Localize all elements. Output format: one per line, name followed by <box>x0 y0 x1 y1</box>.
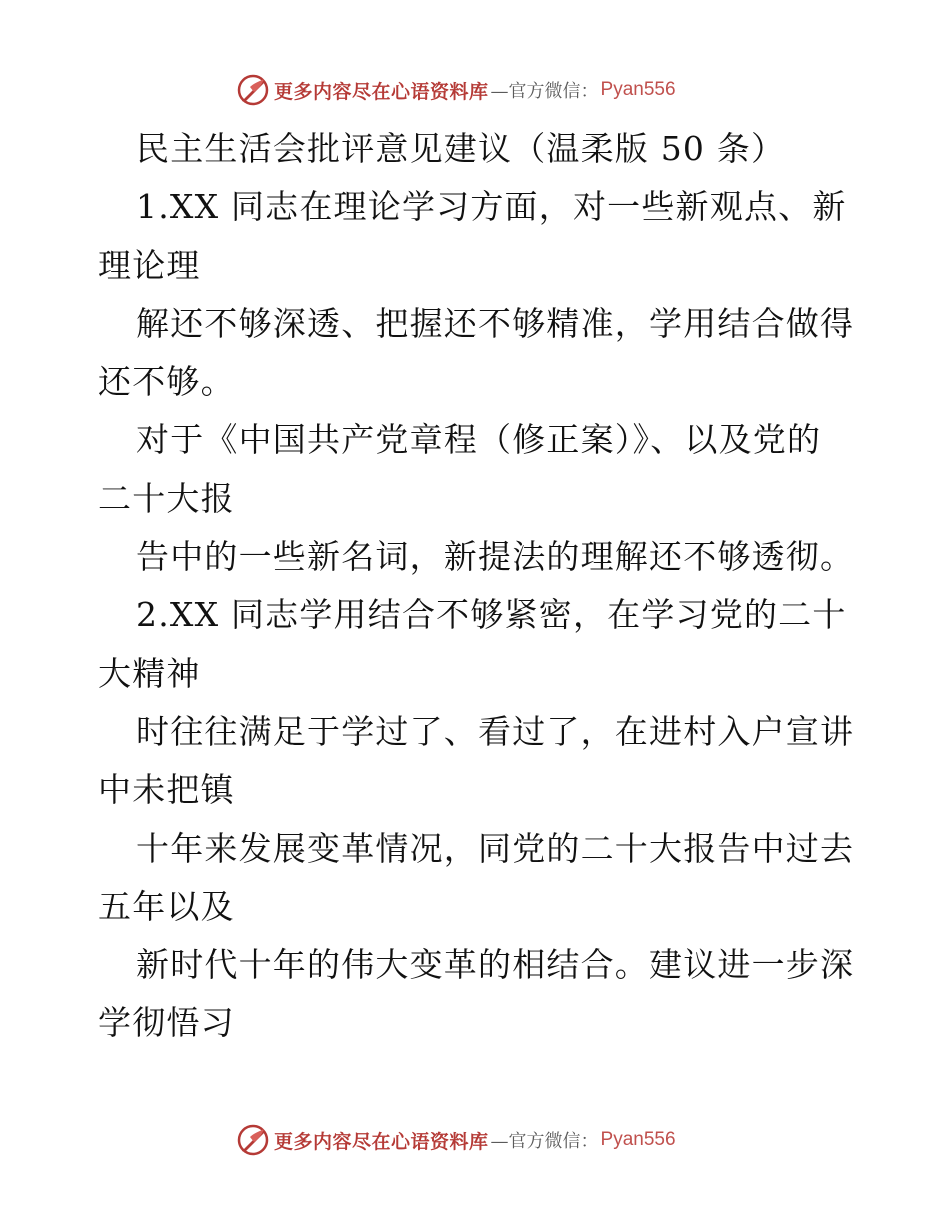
quill-pen-seal-icon <box>236 73 270 107</box>
text-line: 1.XX 同志在理论学习方面，对一些新观点、新 <box>136 187 847 227</box>
text-line: 解还不够深透、把握还不够精准，学用结合做得 <box>136 303 855 343</box>
text-line: 对于《中国共产党章程（修正案）》、以及党的 <box>136 420 822 460</box>
footer-watermark <box>236 1123 676 1157</box>
quill-pen-seal-icon <box>236 1123 270 1157</box>
watermark-separator-text: —官方微信： <box>490 1131 599 1152</box>
text-line: 大精神 <box>98 653 201 693</box>
text-line: 五年以及 <box>98 886 235 926</box>
header-watermark <box>236 73 676 107</box>
text-line: 新时代十年的伟大变革的相结合。建议进一步深 <box>136 945 855 985</box>
document-title: 民主生活会批评意见建议（温柔版 50 条） <box>136 129 786 168</box>
text-line: 十年来发展变革情况，同党的二十大报告中过去 <box>136 828 855 868</box>
text-line: 学彻悟习 <box>98 1003 235 1043</box>
watermark-wechat-id: Pyan556 <box>600 1129 676 1150</box>
text-line: 2.XX 同志学用结合不够紧密，在学习党的二十 <box>136 595 847 635</box>
text-line: 中未把镇 <box>98 770 235 810</box>
text-line: 二十大报 <box>98 478 235 518</box>
watermark-wechat-id: Pyan556 <box>600 79 676 100</box>
watermark-main-text: 更多内容尽在心语资料库 <box>274 80 489 103</box>
watermark-main-text: 更多内容尽在心语资料库 <box>274 1130 489 1153</box>
text-line: 还不够。 <box>98 362 235 402</box>
text-line: 告中的一些新名词，新提法的理解还不够透彻。 <box>136 537 855 577</box>
watermark-separator-text: —官方微信： <box>490 81 599 102</box>
text-line: 理论理 <box>98 245 201 285</box>
text-line: 时往往满足于学过了、看过了，在进村入户宣讲 <box>136 711 855 751</box>
document-body <box>98 120 858 1053</box>
